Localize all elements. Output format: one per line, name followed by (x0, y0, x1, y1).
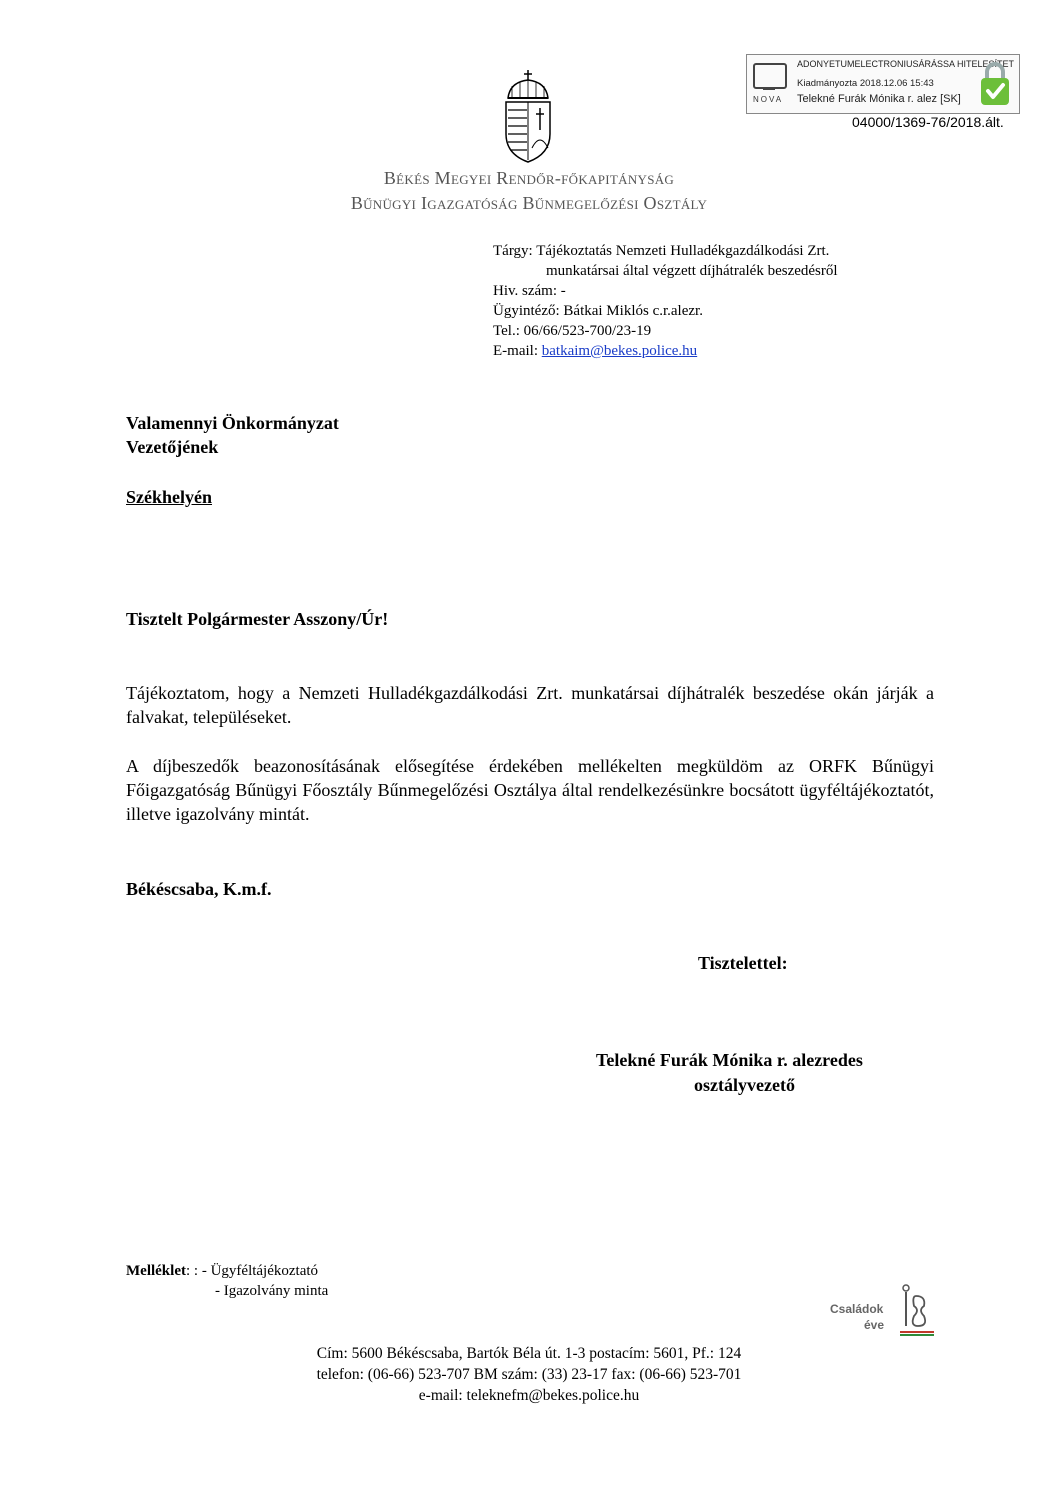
subject-text-2: munkatársai által végzett díjhátralék beszedésről (546, 263, 838, 279)
padlock-check-icon (979, 61, 1011, 107)
closing: Tisztelettel: (698, 953, 788, 973)
officer-value: Bátkai Miklós c.r.alezr. (563, 303, 703, 319)
csaladok-eve-logo (824, 1282, 942, 1338)
annex-separator: : : - (185, 1263, 207, 1279)
reference-line (493, 282, 566, 301)
paragraph-text: A díjbeszedők beazonosításának elősegítése érdekében mellékelten megküldöm az ORFK Bűnügyi Főigazgatóság Bűnügyi Főosztály Bűnmegelőzési Osztálya által rendelkezésünkre bocsátott ügyféltájékoztatót, illetve igazolvány mintát. (126, 756, 934, 824)
signer-title: osztályvezető (694, 1075, 795, 1095)
document-reference-number: 04000/1369-76/2018.ált. (852, 114, 1004, 130)
email-line (493, 342, 697, 361)
officer-line (493, 302, 703, 321)
paragraph-text: Tájékoztatom, hogy a Nemzeti Hulladékgazdálkodási Zrt. munkatársai díjhátralék beszedése okán járják a falvakat, településeket. (126, 683, 934, 727)
family-figures-icon (896, 1282, 936, 1338)
monitor-stand (763, 87, 775, 90)
logo-text-1: Családok (830, 1302, 884, 1316)
organization-name: Békés Megyei Rendőr-főkapitányság (383, 168, 675, 188)
monitor-icon (753, 63, 787, 89)
footer-email: e-mail: teleknefm@bekes.police.hu (418, 1387, 640, 1404)
reference-label: Hiv. szám: (493, 283, 558, 299)
logo-text-2: éve (864, 1318, 885, 1332)
annex-item-1: Ügyféltájékoztató (210, 1263, 319, 1279)
footer-phone: telefon: (06-66) 523-707 BM szám: (33) 23-17 fax: (06-66) 523-701 (316, 1366, 742, 1383)
body-paragraph-1 (126, 681, 934, 729)
footer-address: Cím: 5600 Békéscsaba, Bartók Béla út. 1-3 postacím: 5601, Pf.: 124 (316, 1345, 742, 1362)
email-label: E-mail: (493, 343, 538, 359)
stamp-brand: NOVA (753, 95, 784, 104)
email-link[interactable]: batkaim@bekes.police.hu (541, 343, 698, 359)
subject-label: Tárgy: (493, 243, 533, 259)
department-name: Bűnügyi Igazgatóság Bűnmegelőzési Osztály (350, 193, 708, 213)
subject-line (493, 242, 829, 261)
reference-value: - (560, 283, 566, 299)
officer-label: Ügyintéző: (493, 303, 560, 319)
subject-text-1: Tájékoztatás Nemzeti Hulladékgazdálkodási Zrt. (536, 243, 830, 259)
annex-label: Melléklet (126, 1263, 186, 1279)
stamp-line-1: ADONYETUMELECTRONIUSÁRÁSSA HITELESÍTET (797, 59, 1015, 69)
recipient-line-2: Vezetőjének (126, 437, 219, 457)
hungarian-coat-of-arms-icon (500, 68, 556, 164)
telephone-line: Tel.: 06/66/523-700/23-19 (493, 323, 652, 339)
salutation: Tisztelt Polgármester Asszony/Úr! (126, 609, 389, 629)
stamp-line-2: Kiadmányozta 2018.12.06 15:43 (797, 78, 934, 89)
recipient-place: Székhelyén (126, 487, 213, 507)
body-paragraph-2 (126, 754, 934, 826)
annex-line-1 (126, 1263, 318, 1280)
e-signature-stamp (746, 54, 1020, 114)
recipient-line-1: Valamennyi Önkormányzat (126, 413, 339, 433)
place-date: Békéscsaba, K.m.f. (126, 879, 272, 899)
signer-name: Telekné Furák Mónika r. alezredes (596, 1050, 863, 1070)
annex-item-2: - Igazolvány minta (215, 1283, 329, 1299)
stamp-line-3: Telekné Furák Mónika r. alez [SK] (797, 93, 961, 105)
